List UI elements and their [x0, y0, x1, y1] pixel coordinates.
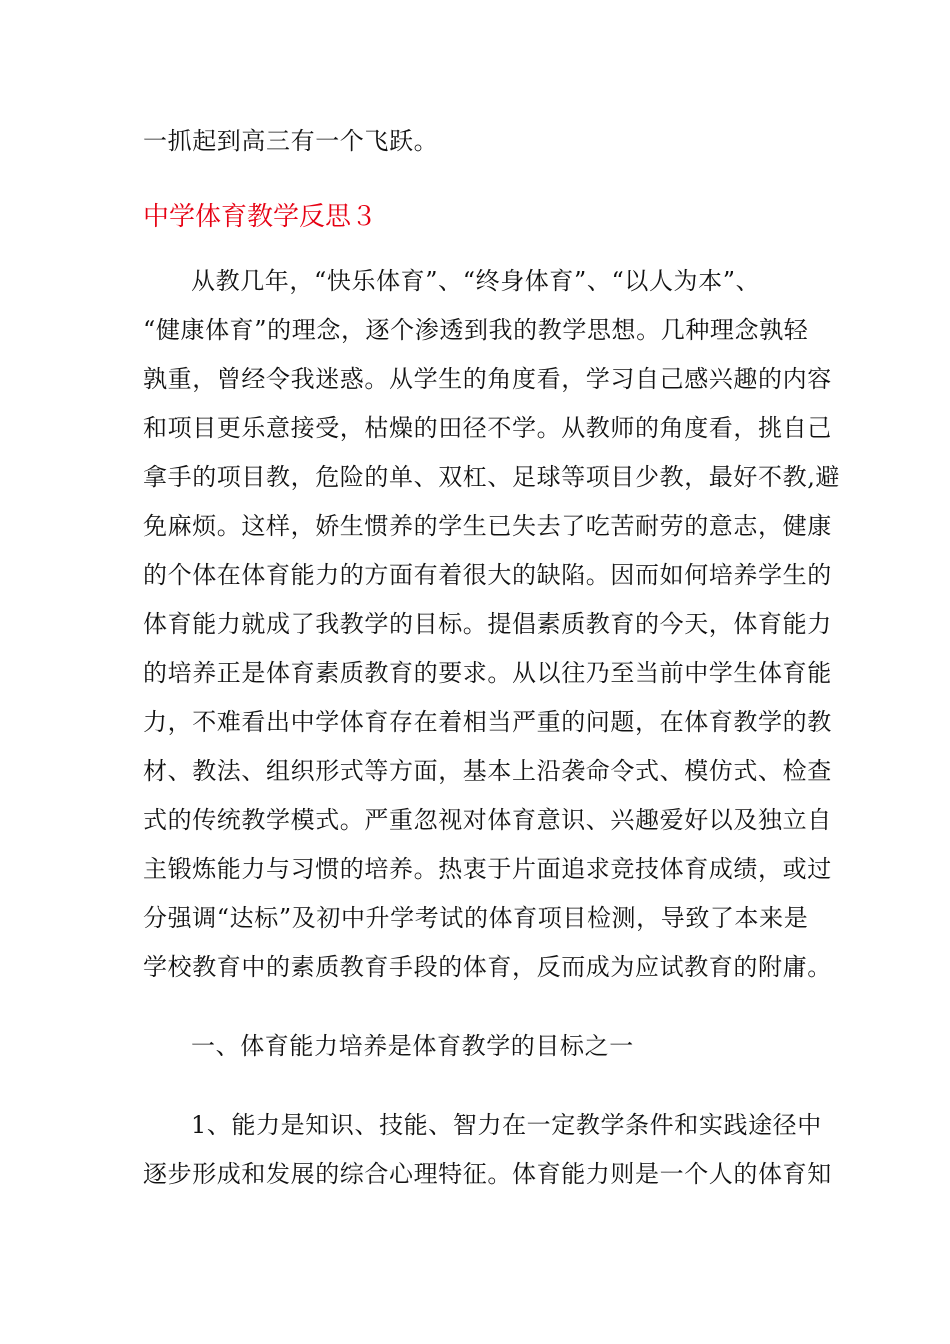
paragraph-line-15: 学校教育中的素质教育手段的体育，反而成为应试教育的附庸。	[143, 953, 832, 981]
paragraph-line-14: 分强调“达标”及初中升学考试的体育项目检测，导致了本来是	[143, 904, 809, 932]
paragraph-line-4: 和项目更乐意接受，枯燥的田径不学。从教师的角度看，挑自己	[143, 414, 832, 442]
paragraph-line-13: 主锻炼能力与习惯的培养。热衷于片面追求竞技体育成绩，或过	[143, 855, 832, 883]
paragraph-line-2: “健康体育”的理念，逐个渗透到我的教学思想。几种理念孰轻	[143, 316, 809, 344]
section-title: 一、体育能力培养是体育教学的目标之一	[191, 1032, 634, 1060]
point-1-line-2: 逐步形成和发展的综合心理特征。体育能力则是一个人的体育知	[143, 1160, 832, 1188]
paragraph-line-1: 从教几年，“快乐体育”、“终身体育”、“以人为本”、	[191, 267, 761, 295]
paragraph-line-11: 材、教法、组织形式等方面，基本上沿袭命令式、模仿式、检查	[143, 757, 832, 785]
paragraph-line-9: 的培养正是体育素质教育的要求。从以往乃至当前中学生体育能	[143, 659, 832, 687]
paragraph-line-5: 拿手的项目教，危险的单、双杠、足球等项目少教，最好不教,避	[143, 463, 841, 491]
section-heading: 中学体育教学反思３	[143, 202, 378, 232]
point-1-line-1: 1、能力是知识、技能、智力在一定教学条件和实践途径中	[191, 1111, 822, 1139]
paragraph-line-12: 式的传统教学模式。严重忽视对体育意识、兴趣爱好以及独立自	[143, 806, 832, 834]
paragraph-line-7: 的个体在体育能力的方面有着很大的缺陷。因而如何培养学生的	[143, 561, 832, 589]
paragraph-line-3: 孰重，曾经令我迷惑。从学生的角度看，学习自己感兴趣的内容	[143, 365, 832, 393]
paragraph-line-6: 免麻烦。这样，娇生惯养的学生已失去了吃苦耐劳的意志，健康	[143, 512, 832, 540]
paragraph-line-8: 体育能力就成了我教学的目标。提倡素质教育的今天，体育能力	[143, 610, 832, 638]
paragraph-line-10: 力，不难看出中学体育存在着相当严重的问题，在体育教学的教	[143, 708, 832, 736]
continuation-line: 一抓起到高三有一个飞跃。	[143, 127, 439, 155]
